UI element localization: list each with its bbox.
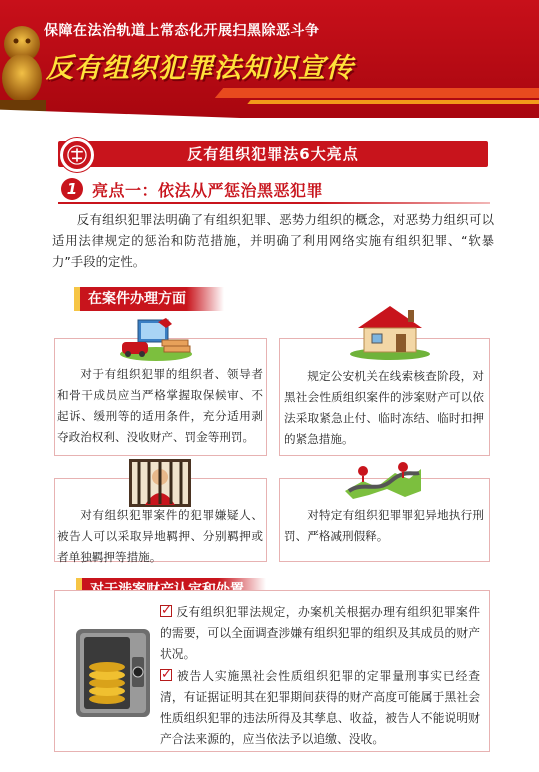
header-subtitle: 保障在法治轨道上常态化开展扫黑除恶斗争: [44, 23, 320, 39]
law-emblem-icon: [60, 138, 94, 172]
case-card-3-text: 对有组织犯罪案件的犯罪嫌疑人、被告人可以采取异地羁押、分别羁押或者单独羁押等措施。: [57, 508, 263, 564]
case-card-2-text: 规定公安机关在线索核查阶段，对黑社会性质组织案件的涉案财产可以依法采取紧急止付、临时冻结、临时扣押的紧急措施。: [284, 369, 484, 446]
header-divider: [0, 104, 539, 118]
highlight-underline: [58, 202, 490, 204]
intro-paragraph: 反有组织犯罪法明确了有组织犯罪、恶势力组织的概念，对恶势力组织可以适用法律规定的惩治和防范措施，并明确了利用网络实施有组织犯罪、“软暴力”手段的定性。: [52, 212, 494, 269]
property-item-1: [160, 602, 480, 665]
case-card-4-text: 对特定有组织犯罪罪犯异地执行刑罚、严格减刑假释。: [284, 508, 484, 543]
property-item-2: [160, 666, 480, 750]
section-banner: [58, 141, 488, 167]
header-ribbon-accent: [247, 100, 539, 104]
section-banner-title: 反有组织犯罪法6大亮点: [187, 145, 359, 163]
property-item-1-text: 反有组织犯罪法规定，办案机关根据办理有组织犯罪案件的需要，可以全面调查涉嫌有组织犯罪的组织及其成员的财产状况。: [160, 605, 480, 661]
header-ribbon: [215, 88, 539, 98]
prison-bars-icon: [129, 459, 191, 507]
highlight-number: 1: [61, 178, 83, 200]
highlight-title: 亮点一：依法从严惩治黑恶犯罪: [92, 181, 324, 200]
checkbox-icon: [160, 605, 172, 617]
section-case-handling-header: [74, 287, 224, 311]
stone-lion-icon: [0, 22, 46, 114]
section-case-handling-title: 在案件办理方面: [88, 291, 186, 307]
page-title: 反有组织犯罪法知识宣传: [46, 53, 354, 84]
money-car-icon: [118, 316, 194, 362]
map-route-icon: [343, 461, 423, 499]
house-icon: [348, 302, 432, 360]
safe-with-gold-icon: [74, 627, 152, 719]
property-item-2-text: 被告人实施黑社会性质组织犯罪的定罪量刑事实已经查清，有证据证明其在犯罪期间获得的财产高度可能属于黑社会性质组织犯罪的违法所得及其孳息、收益，被告人不能说明财产合法来源的，应当依法予以追缴、没收。: [160, 669, 480, 746]
checkbox-icon: [160, 669, 172, 681]
case-card-1-text: 对于有组织犯罪的组织者、领导者和骨干成员应当严格掌握取保候审、不起诉、缓刑等的适用条件，充分适用剥夺政治权利、没收财产、罚金等刑罚。: [57, 367, 263, 444]
